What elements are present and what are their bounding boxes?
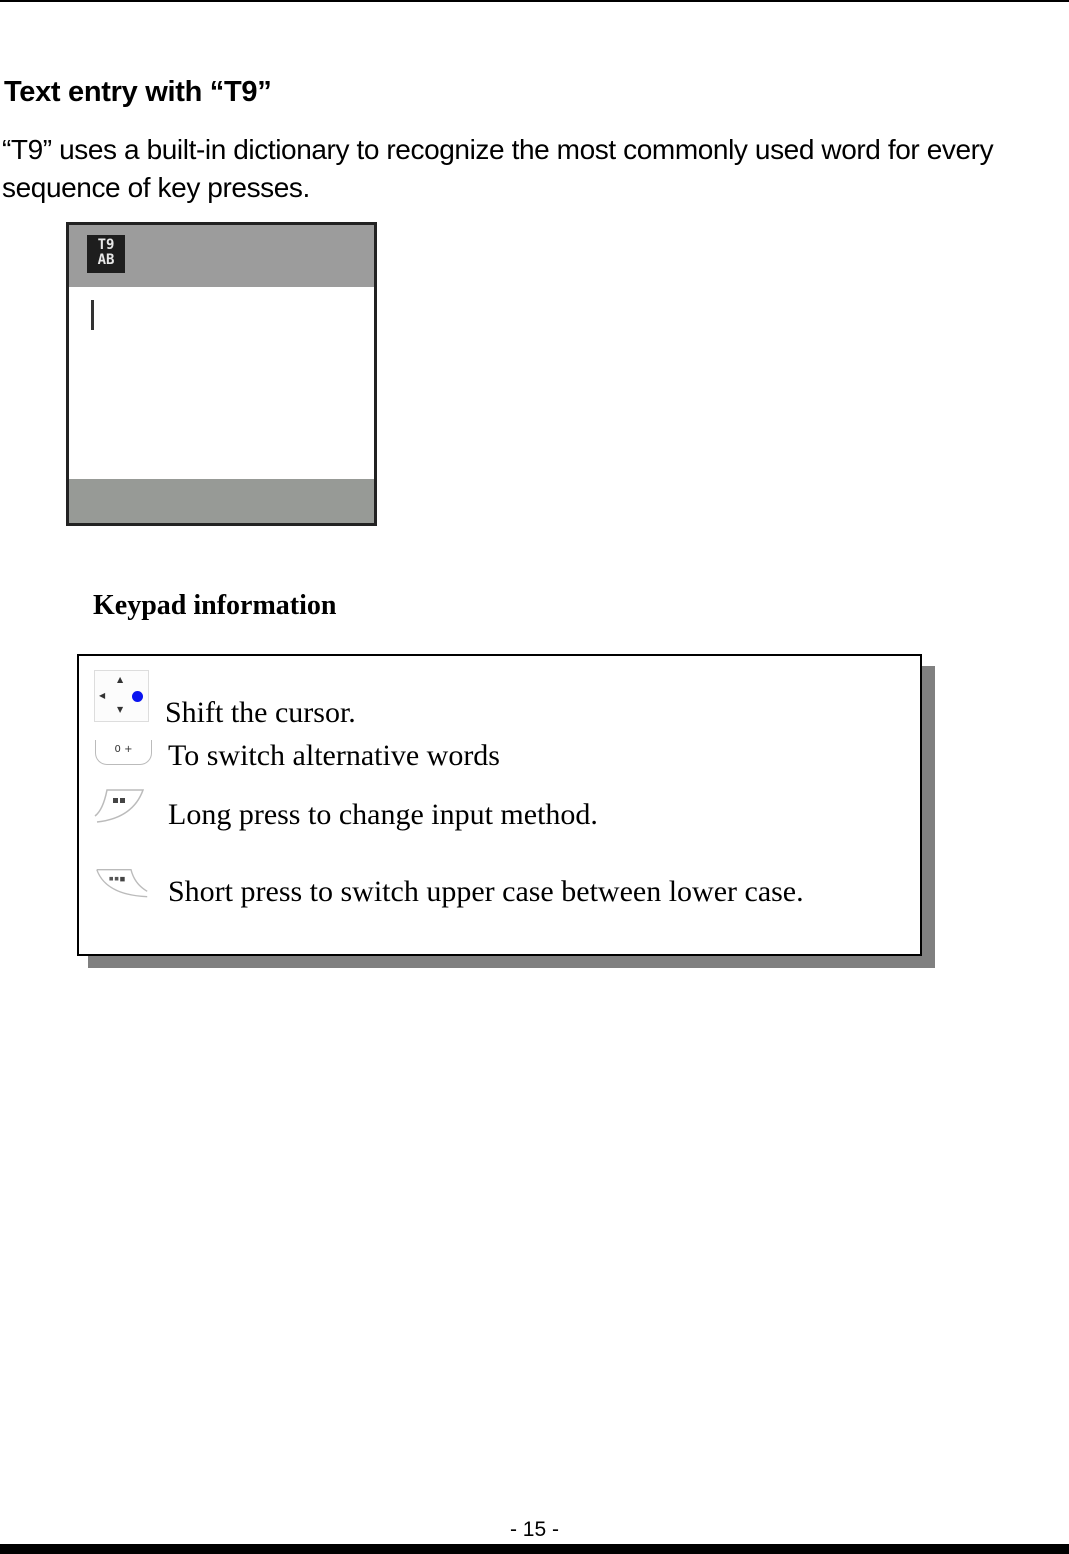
nav-key-icon: ▲ ◀ ▼: [94, 670, 149, 722]
t9-icon-top-label: T9: [97, 237, 115, 253]
section-heading: Text entry with “T9”: [4, 76, 272, 108]
keypad-item-description: To switch alternative words: [168, 739, 500, 772]
keypad-item-description: Short press to switch upper case between lower case.: [168, 875, 804, 908]
text-cursor: [91, 300, 94, 330]
page-number: - 15 -: [509, 1518, 559, 1541]
hash-key-icon: [93, 788, 147, 826]
keypad-info-title: Keypad information: [93, 590, 337, 621]
star-key-icon: [95, 866, 149, 904]
phone-status-bar: [69, 225, 374, 287]
keypad-info-box: [77, 654, 922, 956]
phone-screen-illustration: [66, 222, 377, 526]
top-rule: [0, 0, 1069, 2]
text-entry-area: [69, 287, 374, 479]
bottom-rule: [0, 1544, 1069, 1554]
t9-icon-bottom-label: AB: [97, 252, 115, 268]
phone-softkey-bar: [69, 479, 374, 523]
zero-key-icon: 0 +: [95, 740, 152, 765]
keypad-item-description: Long press to change input method.: [168, 798, 598, 831]
t9-input-mode-icon: [87, 235, 125, 273]
keypad-item-description: Shift the cursor.: [165, 696, 356, 729]
intro-paragraph: “T9” uses a built-in dictionary to recognize the most commonly used word for every sequence of key presses.: [2, 134, 994, 203]
nav-key-highlight-dot: [132, 691, 143, 702]
